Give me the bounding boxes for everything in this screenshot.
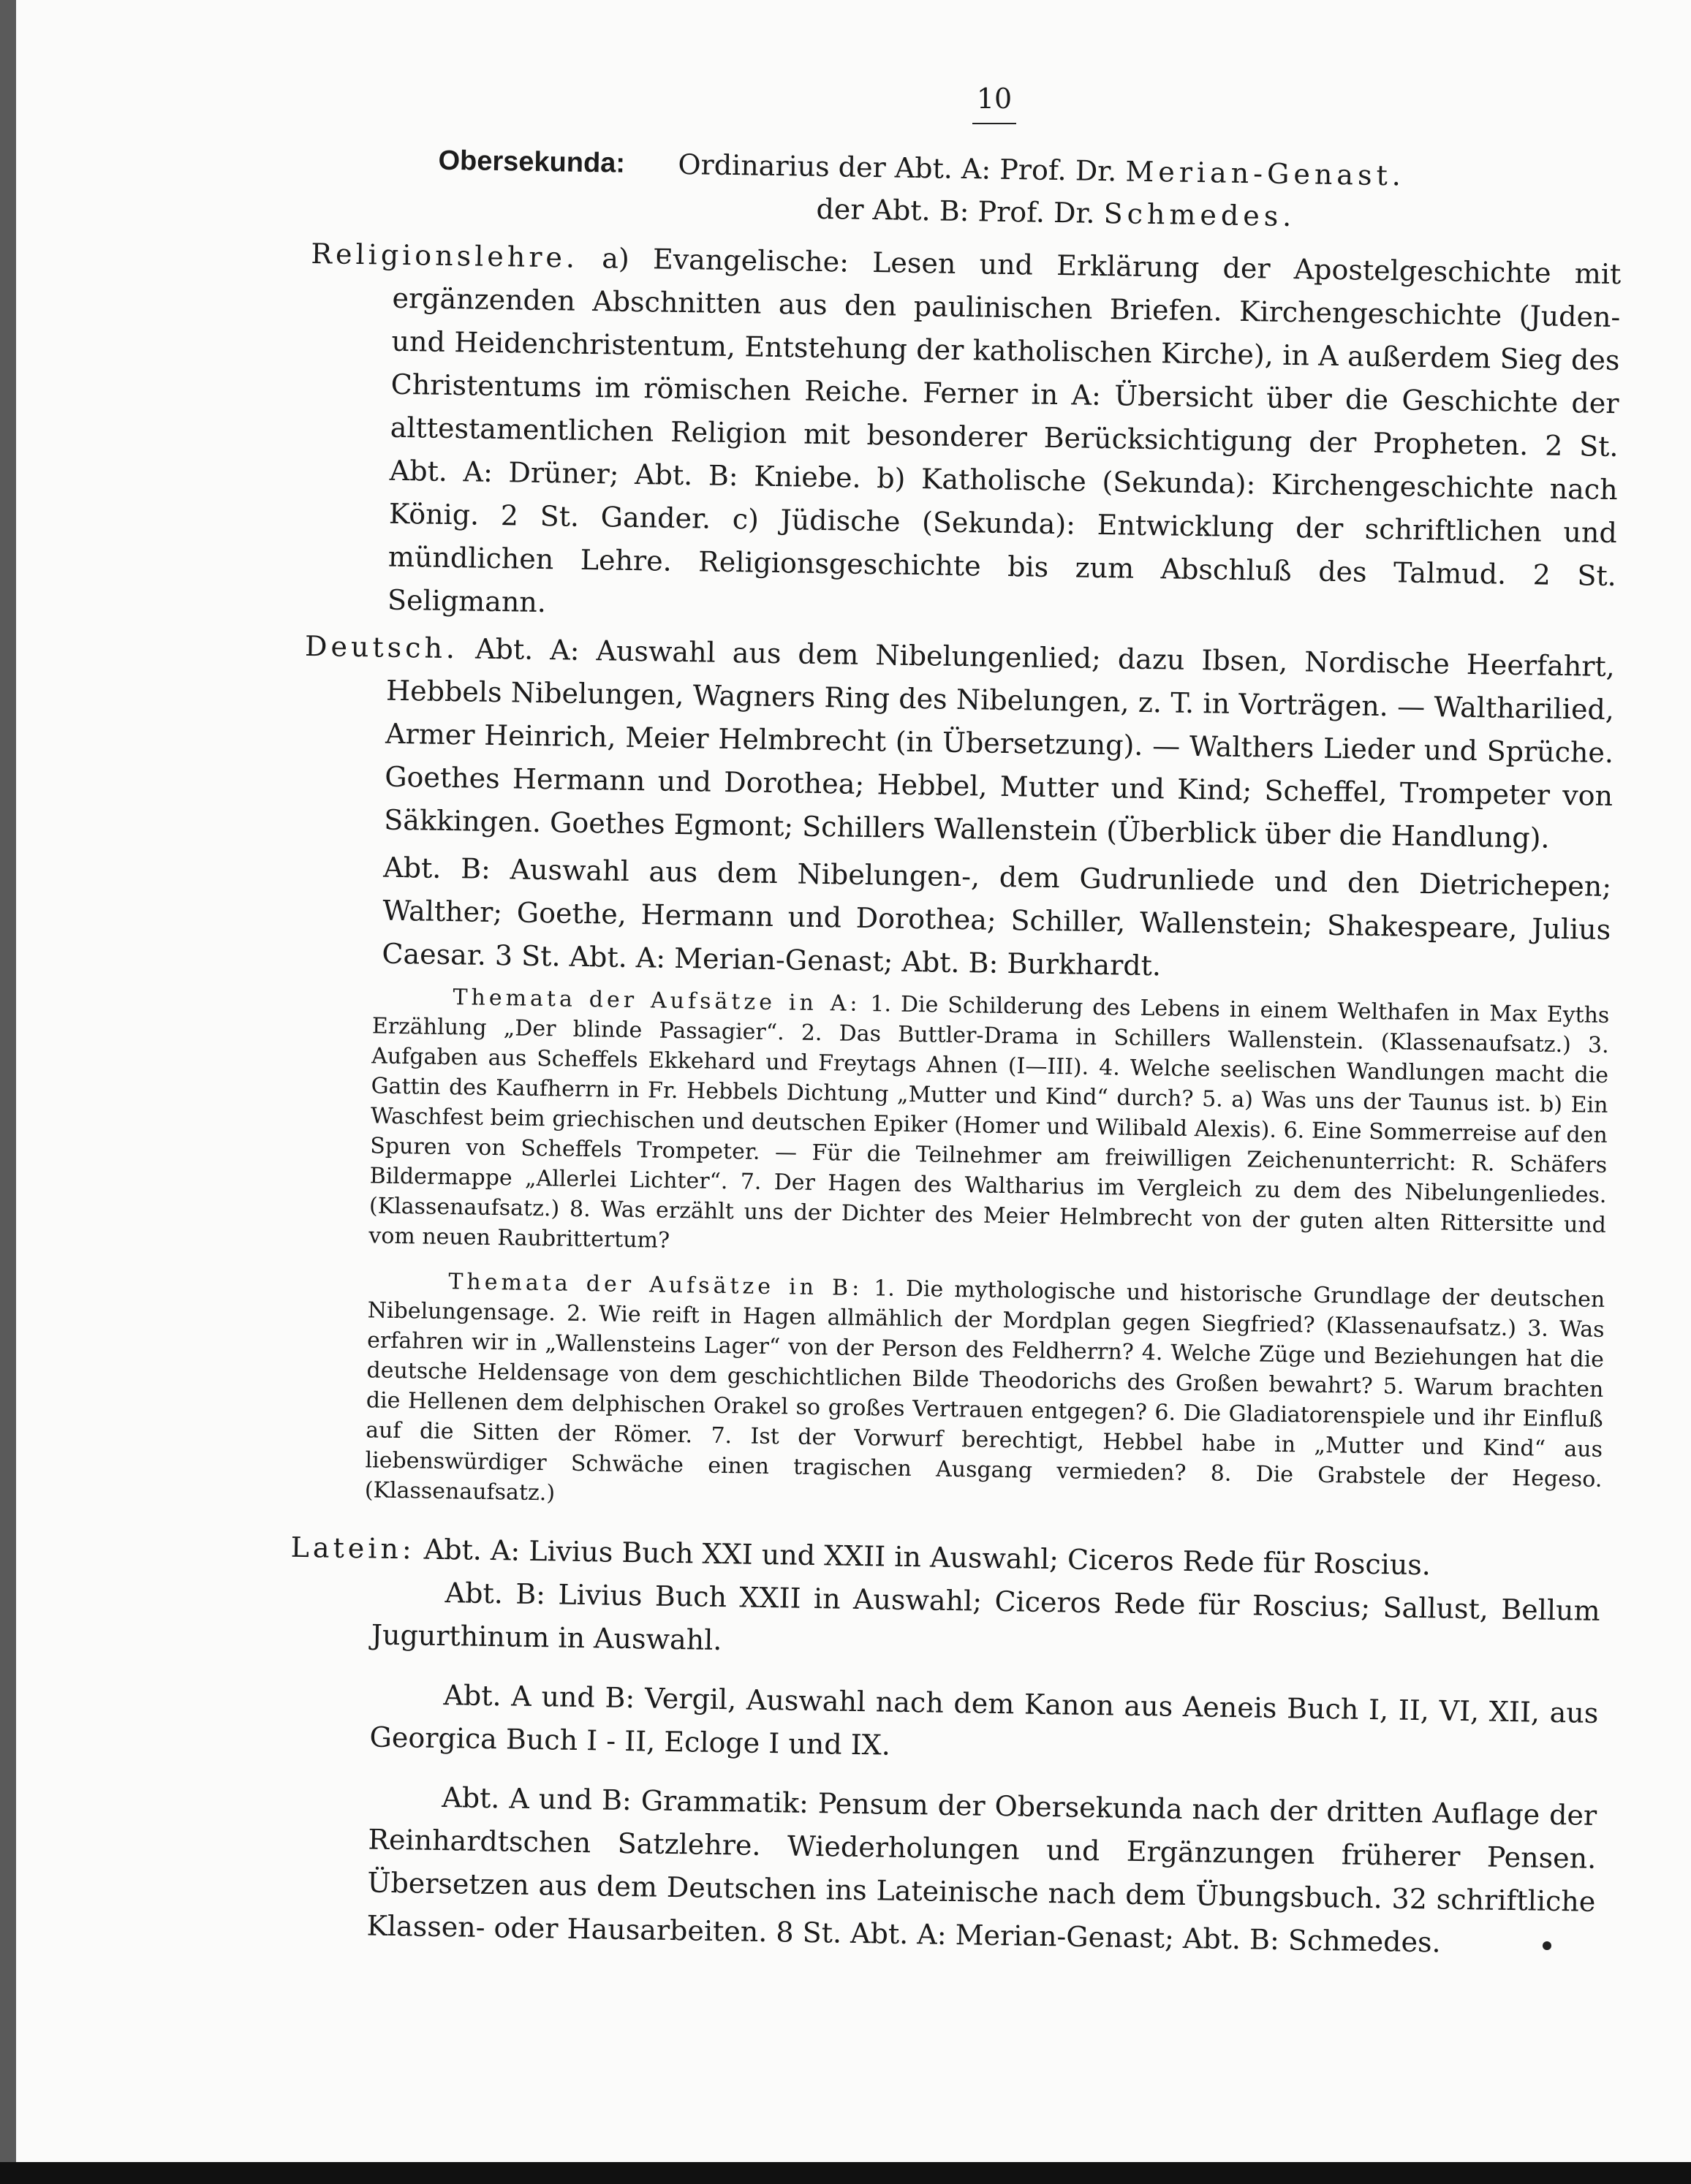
religion-section: [306, 232, 1622, 641]
religion-heading: Religionslehre.: [311, 237, 579, 274]
latein-text-a: Abt. A: Livius Buch XXI und XXII in Auswahl; Ciceros Rede für Roscius.: [423, 1533, 1431, 1582]
themata-a-text: 1. Die Schilderung des Lebens in einem Welthafen in Max Eyths Erzählung „Der blinde Passagier“. 2. Das Buttler-Drama in Schillers Wallenstein. (Klassenaufsatz.) 3. Aufgaben aus Scheffels Ekkehard und Freytags Ahnen (I—III). 4. Welche seelischen Wandlungen macht die Gattin des Kaufherrn in Fr. Hebbels Dichtung „Mutter und Kind“ durch? 5. a) Was uns der Taunus ist. b) Ein Waschfest beim griechischen und deutschen Epiker (Homer und Wilibald Alexis). 6. Eine Sommerreise auf den Spuren von Scheffels Trompeter. — Für die Teilnehmer am freiwilligen Zeichenunterricht: R. Schäfers Bildermappe „Allerlei Lichter“. 7. Der Hagen des Waltharius im Vergleich zu dem des Nibelungenliedes. (Klassenaufsatz.) 8. Was erzählt uns der Dichter des Meier Helmbrecht von der guten alten Rittersitte und vom neuen Raubrittertum?: [368, 991, 1610, 1254]
themata-a-heading: Themata der Aufsätze in A:: [453, 985, 861, 1017]
ordinarius-b-prefix: der Abt. B: Prof. Dr.: [816, 192, 1095, 230]
latein-heading: Latein:: [290, 1531, 416, 1566]
ordinarius-line-a: [678, 143, 1405, 197]
latein-section: [284, 1526, 1601, 1967]
page-content: [284, 137, 1623, 1983]
themata-b-block: [292, 1264, 1605, 1525]
obersekunda-label: Obersekunda:: [438, 145, 626, 179]
latein-vergil: Abt. A und B: Vergil, Auswahl nach dem Kanon aus Aeneis Buch I, II, VI, XII, aus Georgica Buch I - II, Ecloge I und IX.: [369, 1679, 1599, 1762]
deutsch-heading: Deutsch.: [304, 629, 459, 665]
latein-line-b: Abt. B: Livius Buch XXII in Auswahl; Ciceros Rede für Roscius; Sallust, Bellum Jugurthinum in Auswahl.: [371, 1577, 1600, 1657]
religion-text: a) Evangelische: Lesen und Erklärung der Apostelgeschichte mit ergänzenden Abschnitten aus den paulinischen Briefen. Kirchengeschichte (Juden- und Heidenchristentum, Entstehung der katholischen Kirche), in A außerdem Sieg des Christentums im römischen Reiche. Ferner in A: Übersicht über die Geschichte der alttestamentlichen Religion mit besonderer Berücksichtigung der Propheten. 2 St. Abt. A: Drüner; Abt. B: Kniebe. b) Katholische (Sekunda): Kirchengeschichte nach König. 2 St. Gander. c) Jüdische (Sekunda): Entwicklung der schriftlichen und mündlichen Lehre. Religionsgeschichte bis zum Abschluß des Talmud. 2 St. Seligmann.: [387, 242, 1622, 619]
deutsch-section: [302, 625, 1615, 861]
scan-left-border: [0, 0, 16, 2184]
ordinarius-b-name: Schmedes.: [1103, 197, 1296, 233]
themata-b-heading: Themata der Aufsätze in B:: [448, 1269, 863, 1302]
themata-b-text: 1. Die mythologische und historische Grundlage der deutschen Nibelungensage. 2. Wie reift in Hagen allmählich der Mordplan gegen Siegfried? (Klassenaufsatz.) 3. Was erfahren wir in „Wallensteins Lager“ von der Person des Feldherrn? 4. Welche Züge und Beziehungen hat die deutsche Heldensage von dem geschichtlichen Bilde Theodorichs des Großen bewahrt? 5. Warum brachten die Hellenen dem delphischen Orakel so großes Vertrauen entgegen? 6. Die Gladiatorenspiele und ihr Einfluß auf die Sitten der Römer. 7. Ist der Vorwurf berechtigt, Hebbel habe in „Mutter und Kind“ aus liebenswürdiger Schwäche einen tragischen Ausgang vermieden? 8. Die Grabstele der Hegeso. (Klassenaufsatz.): [364, 1275, 1605, 1506]
deutsch-text-a: Abt. A: Auswahl aus dem Nibelungenlied; dazu Ibsen, Nordische Heerfahrt, Hebbels Nibelungen, Wagners Ring des Nibelungen, z. T. in Vorträgen. — Waltharilied, Armer Heinrich, Meier Helmbrecht (in Übersetzung). — Walthers Lieder und Sprüche. Goethes Hermann und Dorothea; Hebbel, Mutter und Kind; Scheffel, Trompeter von Säkkingen. Goethes Egmont; Schillers Wallenstein (Überblick über die Handlung).: [384, 632, 1616, 854]
latein-grammatik: Abt. A und B: Grammatik: Pensum der Obersekunda nach der dritten Auflage der Reinhardtschen Satzlehre. Wiederholungen und Ergänzungen früherer Pensen. Übersetzen aus dem Deutschen ins Lateinische nach dem Übungsbuch. 32 schriftliche Klassen- oder Hausarbeiten. 8 St. Abt. A: Merian-Genast; Abt. B: Schmedes.: [366, 1781, 1597, 1959]
ordinarius-a-name: Merian-Genast.: [1125, 155, 1406, 192]
ordinarius-a-prefix: Ordinarius der Abt. A: Prof. Dr.: [678, 148, 1117, 188]
scan-bottom-border: [0, 2162, 1691, 2184]
page-number: 10: [972, 80, 1016, 124]
themata-a-block: [295, 980, 1610, 1270]
ordinarius-line-b: [816, 188, 1296, 238]
stray-dot-mark: [1543, 1941, 1551, 1950]
deutsch-section-b: Abt. B: Auswahl aus dem Nibelungen-, dem Gudrunliede und den Dietrichepen; Walther; Goethe, Hermann und Dorothea; Schiller, Wallenstein; Shakespeare, Julius Caesar. 3 St. Abt. A: Merian-Genast; Abt. B: Burkhardt.: [382, 851, 1612, 982]
